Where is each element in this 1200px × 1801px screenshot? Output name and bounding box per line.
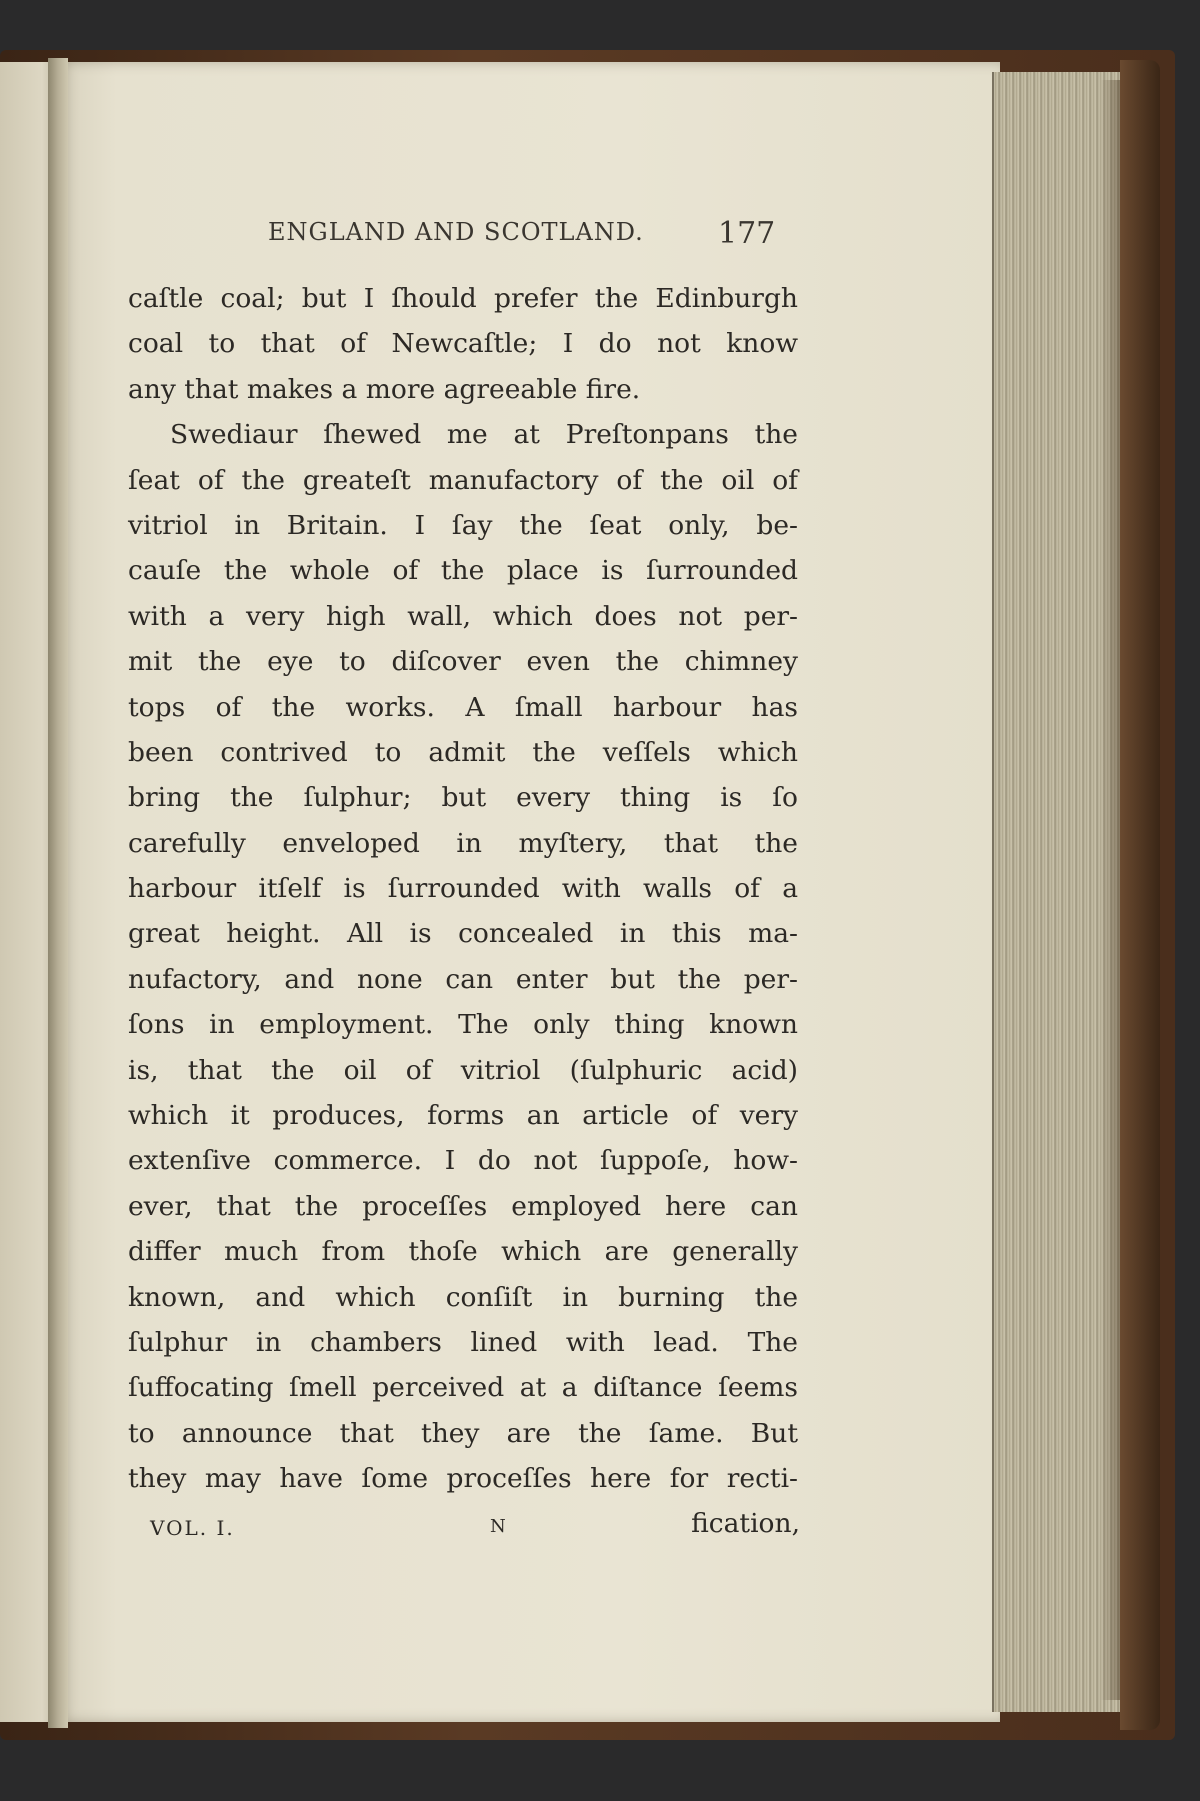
text-line: they may have ſome proceſſes here for recti- xyxy=(128,1463,798,1495)
text-line: any that makes a more agreeable fire. xyxy=(128,373,641,405)
text-line: with a very high wall, which does not per- xyxy=(128,600,798,632)
text-line: ſulphur in chambers lined with lead. The xyxy=(128,1326,798,1358)
gutter xyxy=(48,58,68,1728)
body-text xyxy=(128,276,798,1502)
text-line: harbour itſelf is ſurrounded with walls of a xyxy=(128,873,798,905)
text-line: tops of the works. A ſmall harbour has xyxy=(128,691,798,723)
text-line: ever, that the proceſſes employed here can xyxy=(128,1190,798,1222)
text-line: is, that the oil of vitriol (ſulphuric acid) xyxy=(128,1054,798,1086)
text-line: cauſe the whole of the place is ſurrounded xyxy=(128,555,798,587)
volume-signature: VOL. I. xyxy=(150,1516,235,1540)
running-head: ENGLAND AND SCOTLAND. xyxy=(268,218,644,246)
text-line: coal to that of Newcaſtle; I do not know xyxy=(128,328,798,360)
text-line: nufactory, and none can enter but the per- xyxy=(128,963,798,995)
text-line: vitriol in Britain. I ſay the ſeat only, be- xyxy=(128,509,798,541)
text-line: extenſive commerce. I do not ſuppoſe, how- xyxy=(128,1145,798,1177)
text-line: to announce that they are the ſame. But xyxy=(128,1417,798,1449)
text-line: Swediaur ſhewed me at Preſtonpans the xyxy=(170,419,798,451)
catchword: fication, xyxy=(691,1508,800,1539)
text-line: known, and which conſiſt in burning the xyxy=(128,1281,798,1313)
text-line: been contrived to admit the veſſels which xyxy=(128,736,798,768)
text-line: ſons in employment. The only thing known xyxy=(128,1009,798,1041)
text-line: bring the ſulphur; but every thing is ſo xyxy=(128,782,798,814)
text-line: mit the eye to diſcover even the chimney xyxy=(128,646,798,678)
text-line: carefully enveloped in myſtery, that the xyxy=(128,827,798,859)
text-line: caſtle coal; but I ſhould prefer the Edinburgh xyxy=(128,283,798,314)
text-line: great height. All is concealed in this ma- xyxy=(128,918,798,950)
cover-edge xyxy=(1120,60,1160,1730)
text-line: ſuffocating ſmell perceived at a diſtance ſeems xyxy=(128,1372,798,1404)
text-line: differ much from thoſe which are generally xyxy=(128,1236,798,1268)
text-line: which it produces, forms an article of very xyxy=(128,1100,798,1132)
signature-mark: N xyxy=(490,1516,506,1537)
page-footer xyxy=(150,1508,800,1558)
text-line: ſeat of the greateſt manufactory of the oil of xyxy=(128,464,798,496)
page-number: 177 xyxy=(718,216,776,251)
